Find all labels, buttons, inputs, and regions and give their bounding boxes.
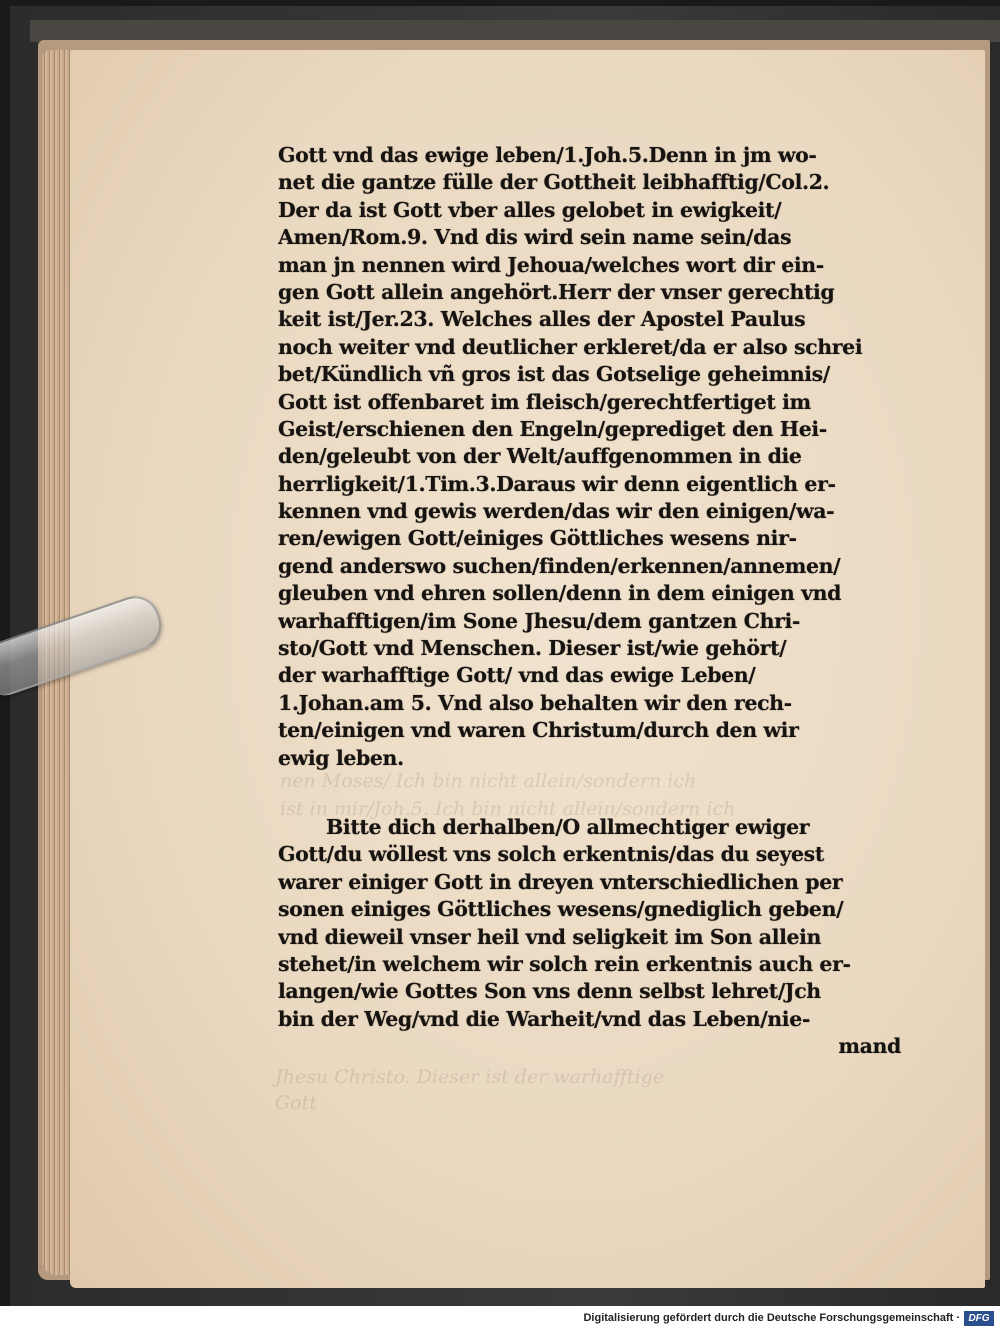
- text-line: gend anderswo suchen/finden/erkennen/annemen/: [278, 553, 841, 578]
- footer-bar: [0, 1306, 1000, 1330]
- text-line: warer einiger Gott in dreyen vnterschiedlichen per: [278, 869, 843, 894]
- text-line: Gott ist offenbaret im fleisch/gerechtfertiget im: [278, 389, 811, 414]
- text-line: gen Gott allein angehört.Herr der vnser gerechtig: [278, 279, 835, 304]
- text-line: herrligkeit/1.Tim.3.Daraus wir denn eigentlich er-: [278, 471, 836, 496]
- text-line: keit ist/Jer.23. Welches alles der Apostel Paulus: [278, 307, 806, 332]
- text-line: stehet/in welchem wir solch rein erkentnis auch er-: [278, 951, 851, 976]
- text-line: vnd dieweil vnser heil vnd seligkeit im Son allein: [278, 924, 821, 949]
- text-line: ten/einigen vnd waren Christum/durch den wir: [278, 718, 799, 743]
- text-line: sto/Gott vnd Menschen. Dieser ist/wie gehört/: [278, 636, 787, 661]
- text-line: Gott/du wöllest vns solch erkentnis/das du seyest: [278, 842, 824, 867]
- funding-credit: Digitalisierung gefördert durch die Deutsche Forschungsgemeinschaft ·: [583, 1312, 960, 1324]
- text-line: ewig leben.: [278, 745, 404, 770]
- text-line: Geist/erschienen den Engeln/geprediget den Hei-: [278, 416, 827, 441]
- text-line: 1.Johan.am 5. Vnd also behalten wir den rech-: [278, 690, 792, 715]
- dfg-logo-icon: DFG: [964, 1311, 994, 1326]
- show-through-text: Jhesu Christo. Dieser ist der warhafftige: [275, 1066, 665, 1088]
- text-line: man jn nennen wird Jehoua/welches wort dir ein-: [278, 252, 824, 277]
- paragraph-gap: [278, 772, 903, 814]
- board-top-edge: [30, 20, 1000, 42]
- text-line: ren/ewigen Gott/einiges Göttliches wesens nir-: [278, 526, 797, 551]
- show-through-text: nen Moses/ Ich bin nicht allein/sondern ich: [280, 770, 697, 792]
- text-line: sonen einiges Göttliches wesens/gnediglich geben/: [278, 897, 844, 922]
- paragraph-1: [278, 142, 903, 772]
- text-line: warhafftigen/im Sone Jhesu/dem gantzen Chri-: [278, 608, 800, 633]
- text-line: Gott vnd das ewige leben/1.Joh.5.Denn in jm wo-: [278, 143, 817, 167]
- text-line: net die gantze fülle der Gottheit leibhafftig/Col.2.: [278, 170, 830, 195]
- text-line: noch weiter vnd deutlicher erkleret/da er also schrei: [278, 334, 863, 359]
- text-line: bet/Kündlich vñ gros ist das Gotselige geheimnis/: [278, 362, 830, 387]
- paragraph-2: [278, 814, 903, 1061]
- page-text-block: [278, 142, 903, 1061]
- text-line: Amen/Rom.9. Vnd dis wird sein name sein/das: [278, 225, 792, 250]
- show-through-text: ist in mir/Joh.5. Ich bin nicht allein/sondern ich: [280, 798, 736, 820]
- text-line: bin der Weg/vnd die Warheit/vnd das Leben/nie-: [278, 1006, 810, 1031]
- show-through-text: Gott: [275, 1092, 317, 1114]
- text-line: langen/wie Gottes Son vns denn selbst lehret/Jch: [278, 979, 821, 1004]
- text-line: Bitte dich derhalben/O allmechtiger ewiger: [326, 814, 810, 839]
- text-line: gleuben vnd ehren sollen/denn in dem einigen vnd: [278, 581, 842, 606]
- text-line: der warhafftige Gott/ vnd das ewige Leben/: [278, 663, 756, 688]
- text-line: Der da ist Gott vber alles gelobet in ewigkeit/: [278, 197, 782, 222]
- catchword: mand: [838, 1034, 901, 1059]
- text-line: kennen vnd gewis werden/das wir den einigen/wa-: [278, 499, 835, 524]
- text-line: den/geleubt von der Welt/auffgenommen in die: [278, 444, 802, 469]
